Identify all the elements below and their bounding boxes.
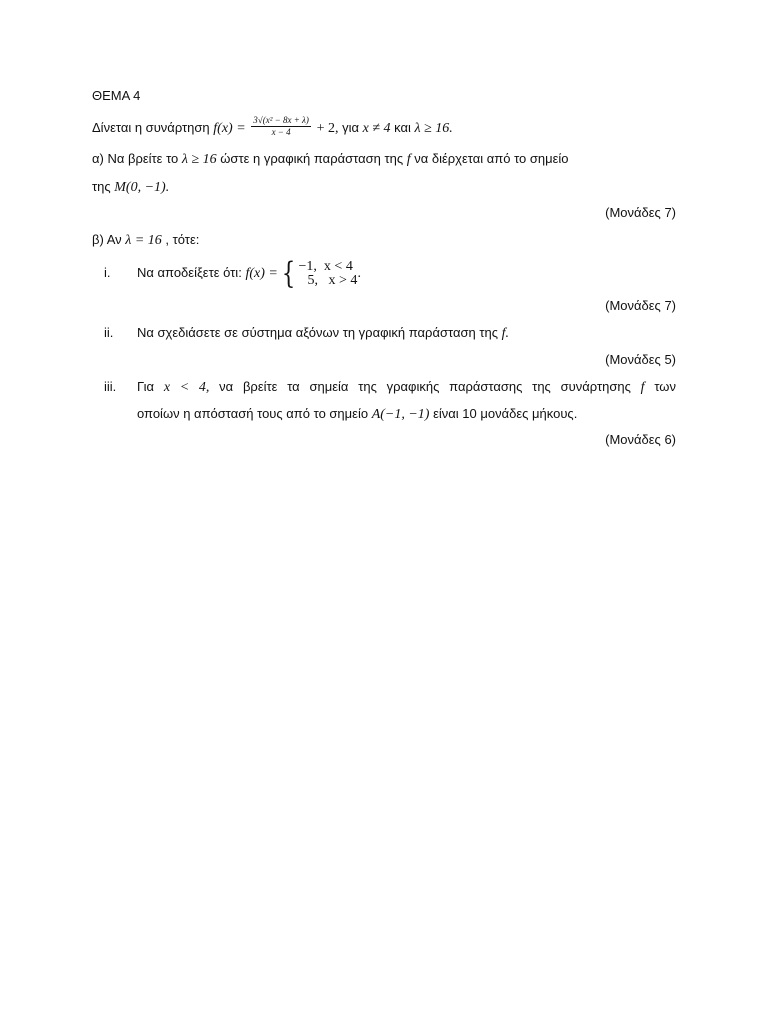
item-iii-f: f (640, 380, 645, 395)
intro-condition-2: λ ≥ 16. (414, 121, 453, 136)
part-a-points: (Μονάδες 7) (605, 205, 676, 220)
item-iii-a: Για (137, 379, 155, 394)
part-a-line2-prefix: της (92, 179, 111, 194)
fraction-numerator: 3√(x² − 8x + λ) (253, 115, 309, 126)
item-i-points: (Μονάδες 7) (605, 298, 676, 313)
item-iii-line2-b: είναι 10 μονάδες μήκους. (433, 406, 578, 421)
part-b-suffix: , τότε: (165, 232, 200, 247)
item-iii-numeral: iii. (104, 379, 117, 394)
part-a-math: λ ≥ 16 (181, 152, 217, 167)
item-i-text (137, 257, 361, 290)
item-i-fx: f(x) = (245, 266, 278, 281)
fraction-denominator: x − 4 (271, 127, 291, 138)
item-iii-line-1 (137, 378, 676, 397)
part-a-f: f (406, 152, 411, 167)
item-ii-body: Να σχεδιάσετε σε σύστημα αξόνων τη γραφική παράσταση της (137, 325, 498, 340)
part-b-intro (92, 231, 199, 250)
part-b-math: λ = 16 (125, 233, 162, 248)
item-iii-point-a: A(−1, −1) (371, 407, 430, 422)
page-title: ΘΕΜΑ 4 (92, 88, 141, 103)
item-ii-numeral: ii. (104, 325, 114, 340)
intro-tail: + 2, (316, 121, 339, 136)
intro-condition-1: x ≠ 4 (362, 121, 391, 136)
intro-condition-text-2: και (394, 120, 411, 135)
item-ii-f: f. (501, 326, 509, 341)
case-2: 5, x > 4 (307, 272, 358, 288)
item-i-end: . (357, 266, 361, 281)
left-brace-symbol: { (282, 255, 296, 291)
part-a-point-m: M(0, −1). (114, 180, 170, 195)
item-iii-b: να βρείτε τα σημεία της γραφικής παράστασης της συνάρτησης (219, 379, 631, 394)
intro-prefix: Δίνεται η συνάρτηση (92, 120, 214, 135)
item-i-numeral: i. (104, 265, 111, 280)
part-a-line-2 (92, 178, 169, 197)
intro-condition-text-1: για (342, 120, 359, 135)
item-ii-text (137, 324, 509, 343)
part-a-prefix: α) Να βρείτε το (92, 151, 179, 166)
item-iii-line-2 (137, 405, 577, 424)
item-i-prefix: Να αποδείξετε ότι: (137, 265, 242, 280)
item-iii-line2-a: οποίων η απόστασή τους από το σημείο (137, 406, 369, 421)
item-iii-points: (Μονάδες 6) (605, 432, 676, 447)
intro-fraction (251, 115, 311, 138)
part-a-end: να διέρχεται από το σημείο (414, 151, 569, 166)
part-a-line-1 (92, 150, 569, 169)
part-b-prefix: β) Αν (92, 232, 122, 247)
item-iii-c: των (654, 379, 676, 394)
item-ii-points: (Μονάδες 5) (605, 352, 676, 367)
piecewise-cases (299, 260, 358, 288)
case-1: −1, x < 4 (298, 258, 353, 274)
intro-line (92, 117, 453, 140)
part-a-middle: ώστε η γραφική παράσταση της (220, 151, 404, 166)
item-iii-math: x < 4, (163, 380, 210, 395)
intro-fx: f(x) = (213, 121, 246, 136)
